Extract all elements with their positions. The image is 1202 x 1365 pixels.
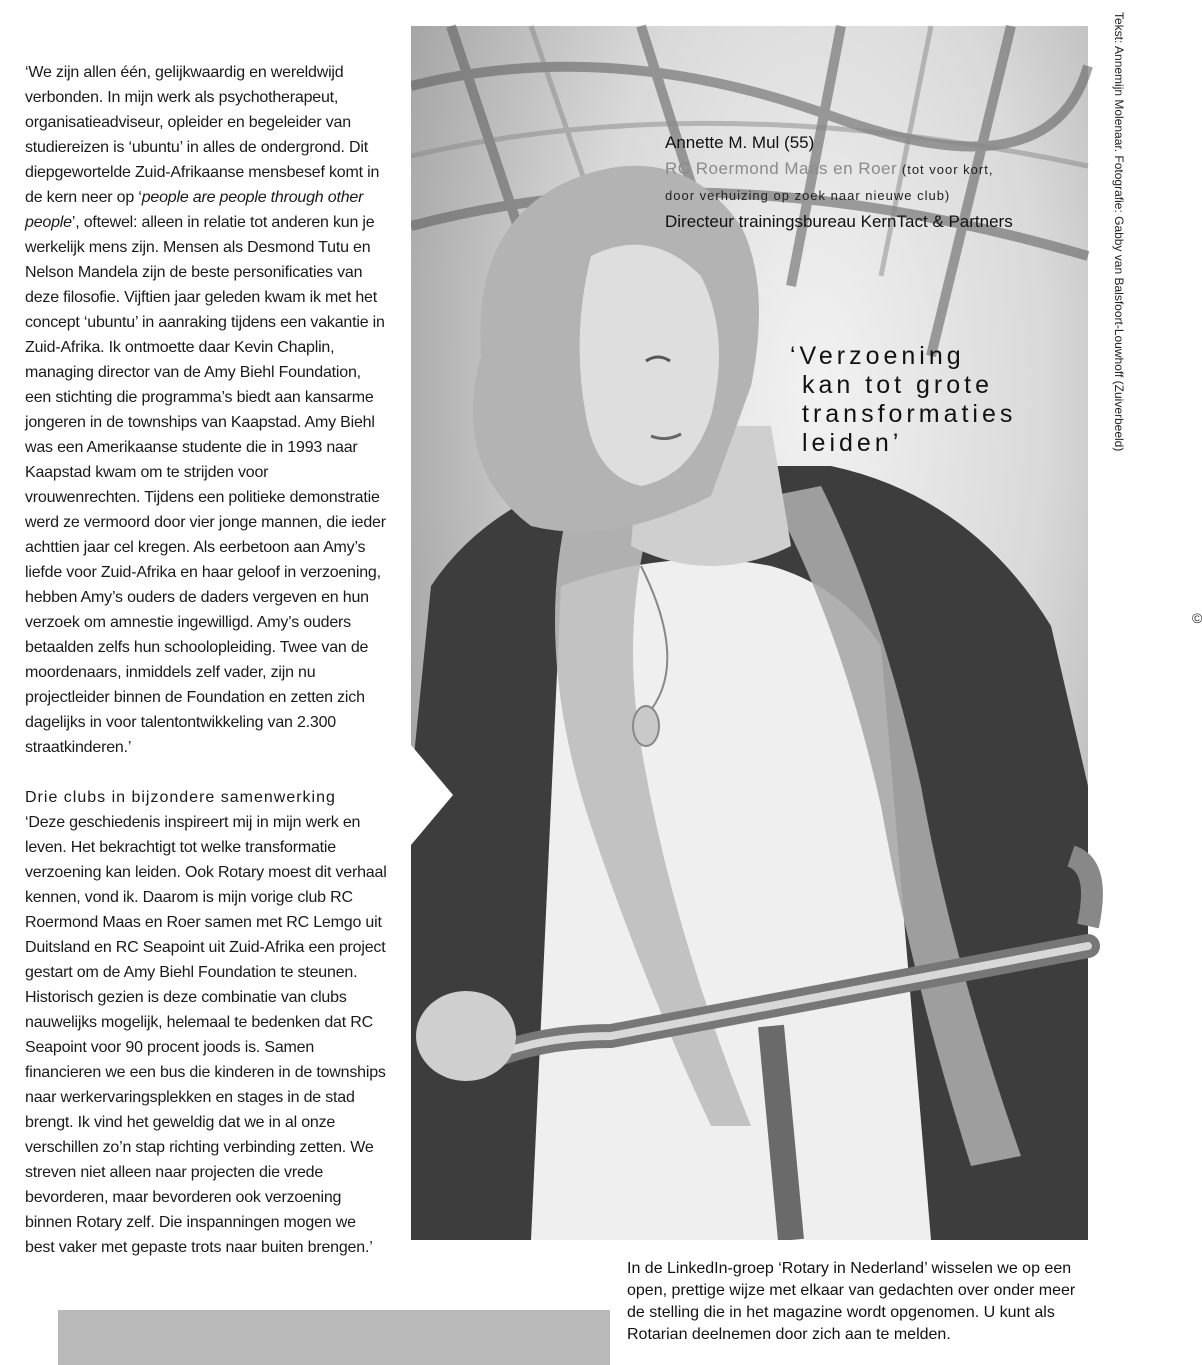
linkedin-note-box — [610, 1240, 1200, 1365]
person-role: Directeur trainingsbureau KernTact & Partners — [665, 212, 1013, 231]
edge-mark: © — [1192, 610, 1202, 626]
club-line — [665, 156, 1065, 183]
article-paragraph-2: ‘Deze geschiedenis inspireert mij in mijn werk en leven. Het bekrachtigt tot welke transformatie verzoening kan leiden. Ook Rotary moest dit verhaal kennen, vond ik. Daarom is mijn vorige club RC Roermond Maas en Roer samen met RC Lemgo uit Duitsland en RC Seapoint uit Zuid-Afrika een project gestart om de Amy Biehl Foundation te steunen. Historisch gezien is deze combinatie van clubs nauwelijks mogelijk, helemaal te bedenken dat RC Seapoint voor 90 procent joods is. Samen financieren we een bus die kinderen in de townships naar werkervaringsplekken en stages in de stad brengt. Ik vind het geweldig dat we in al onze verschillen zo’n stap richting verbinding zetten. We streven niet alleen naar projecten die vrede bevorderen, maar bevorderen ook verzoening binnen Rotary zelf. Die inspanningen mogen we best vaker met gepaste trots naar buiten brengen.’ — [25, 814, 387, 1256]
paragraph-1-italic: people are people through other people — [25, 189, 364, 231]
club-note-1: (tot voor kort, — [901, 162, 994, 177]
paragraph-1-text-a: ‘We zijn allen één, gelijkwaardig en wereldwijd verbonden. In mijn werk als psychotherapeut, organisatieadviseur, opleider en begeleider van studiereizen is ‘ubuntu’ in alles de ondergrond. Dit diepgewortelde Zuid-Afrikaanse mensbesef komt in de kern neer op ‘ — [25, 64, 380, 206]
gray-footer-band — [58, 1310, 610, 1365]
club-name: RC Roermond Maas en Roer — [665, 159, 898, 178]
section-subheading: Drie clubs in bijzondere samenwerking — [25, 789, 336, 806]
pull-quote-line-4: leiden’ — [802, 429, 903, 457]
article-paragraph-1 — [25, 60, 387, 760]
club-note-2: door verhuizing op zoek naar nieuwe club) — [665, 188, 951, 203]
pull-quote-line-2: kan tot grote — [802, 371, 993, 399]
paragraph-1-text-b: ’, oftewel: alleen in relatie tot anderen kun je werkelijk mens zijn. Mensen als Desmond Tutu en Nelson Mandela zijn de beste personificaties van deze filosofie. Vijftien jaar geleden kwam ik met het concept ‘ubuntu’ in aanraking tijdens een vakantie in Zuid-Afrika. Ik ontmoette daar Kevin Chaplin, managing director van de Amy Biehl Foundation, een stichting die programma’s biedt aan kansarme jongeren in de townships van Kaapstad. Amy Biehl was een Amerikaanse studente die in 1993 naar Kaapstad kwam om te strijden voor vrouwenrechten. Tijdens een politieke demonstratie werd ze vermoord door vier jonge mannen, die ieder achttien jaar cel kregen. Als eerbetoon aan Amy’s liefde voor Zuid-Afrika en haar geloof in verzoening, hebben Amy’s ouders de daders vergeven en hun verzoek om amnestie ingewilligd. Amy’s ouders betaalden zelfs hun schoolopleiding. Twee van de moordenaars, inmiddels zelf vader, zijn nu projectleider binnen de Foundation en zetten zich dagelijks in voor talentontwikkeling van 2.300 straatkinderen.’ — [25, 214, 386, 756]
photo-notch — [411, 745, 453, 845]
linkedin-note: In de LinkedIn-groep ‘Rotary in Nederland’ wisselen we op een open, prettige wijze met elkaar van gedachten over onder meer de stelling die in het magazine wordt opgenomen. U kunt als Rotarian deelnemen door zich aan te melden. — [627, 1260, 1076, 1343]
pull-quote-line-1: ‘Verzoening — [790, 342, 965, 370]
person-name: Annette M. Mul (55) — [665, 133, 815, 152]
pull-quote — [790, 342, 1060, 458]
article-column — [0, 26, 411, 1310]
pull-quote-line-3: transformaties — [802, 400, 1017, 428]
photo-credit: Tekst: Annemijn Molenaar. Fotografie: Gabby van Balsfoort-Louwhoff (Zuiverbeeld) — [1112, 12, 1126, 452]
article-body — [25, 60, 387, 1260]
portrait-caption — [665, 130, 1065, 235]
